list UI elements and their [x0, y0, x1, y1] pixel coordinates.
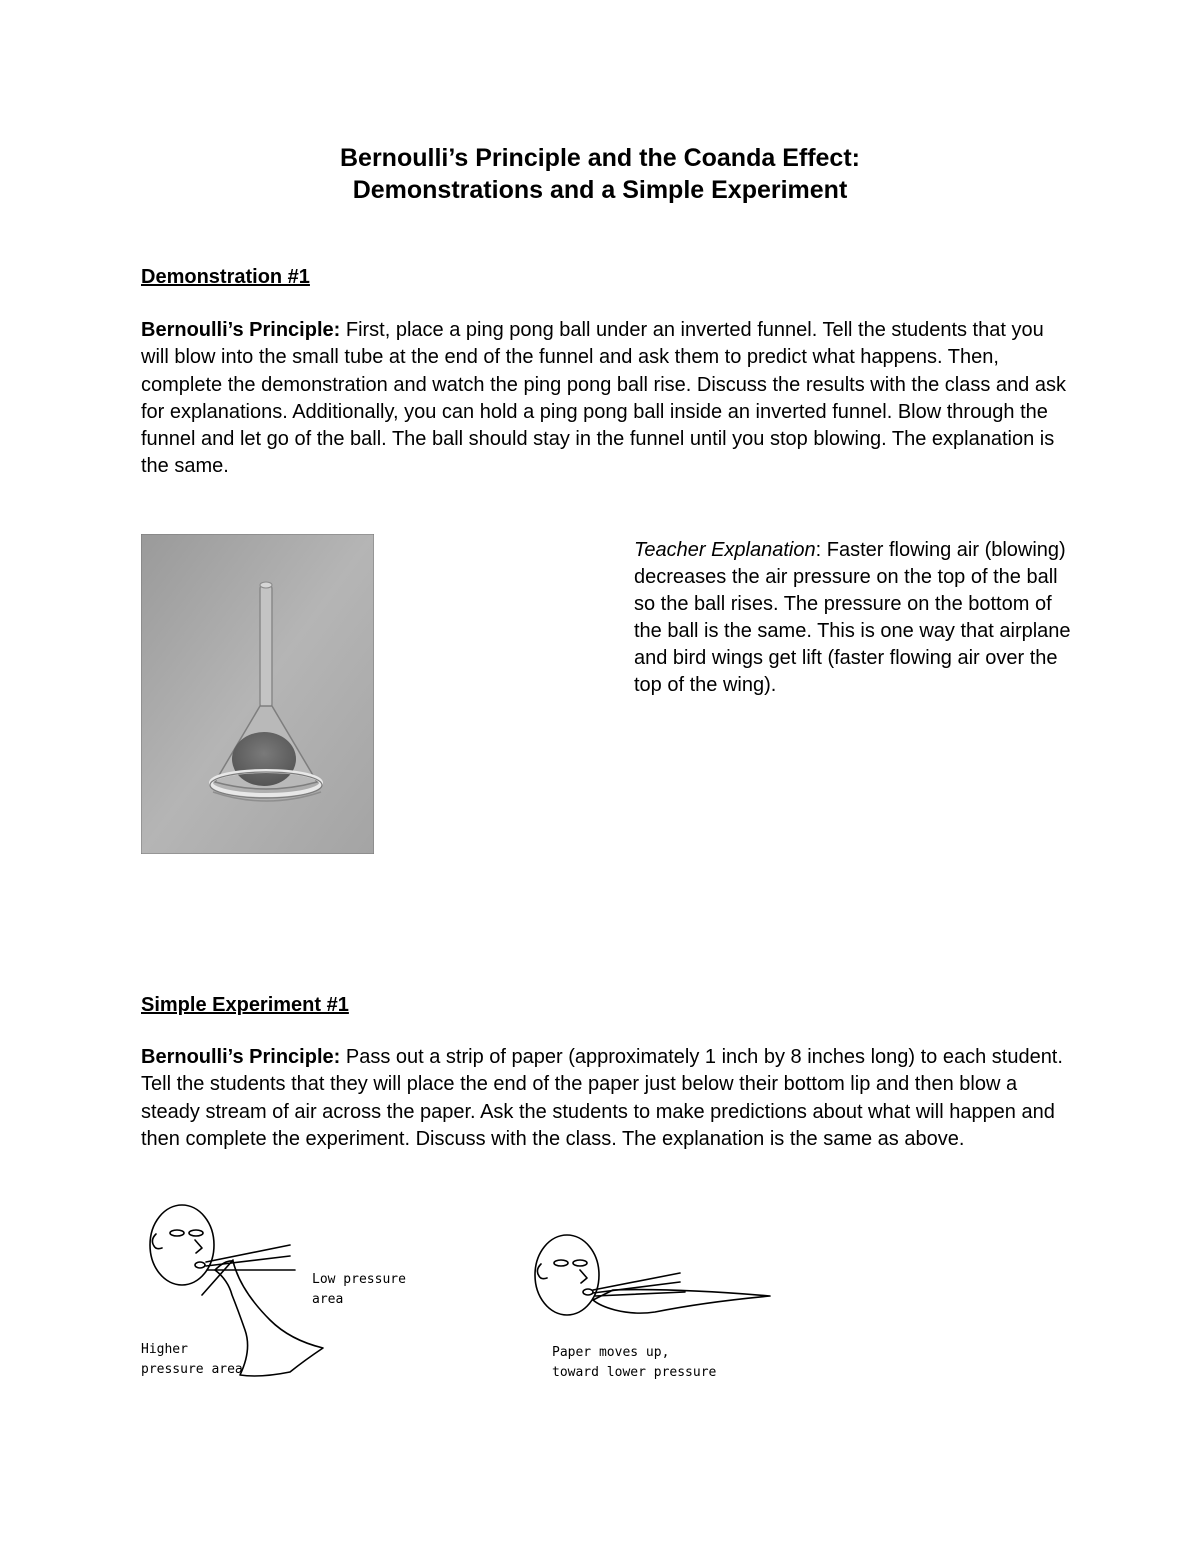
exp1-heading: Simple Experiment #1 [141, 994, 349, 1016]
label-paper-moves [552, 1343, 716, 1383]
exp1-text: Pass out a strip of paper (approximately 1 inch by 8 inches long) to each student. Tell the students that they will place the end of the paper just below their bottom lip and then blow a steady stream of air across the paper. Ask the students to make predictions about what will happen and then complete the experiment. Discuss with the class. The explanation is the same as above. [141, 1046, 1063, 1150]
demo1-text: First, place a ping pong ball under an inverted funnel. Tell the students that you will blow into the small tube at the end of the funnel and ask them to predict what happens. Then, complete the demonstration and watch the ping pong ball rise. Discuss the results with the class and ask for explanations. Additionally, you can hold a ping pong ball inside an inverted funnel. Blow through the funnel and let go of the ball. The ball should stay in the funnel until you stop blowing. The explanation is the same. [141, 319, 1066, 478]
teacher-explanation [634, 537, 1074, 699]
exp1-paragraph [141, 1044, 1071, 1153]
label-paper-line-1: Paper moves up, [552, 1345, 670, 1360]
title-line-2: Demonstrations and a Simple Experiment [352, 176, 848, 204]
funnel-ball-photo [141, 534, 374, 854]
label-paper-line-2: toward lower pressure [552, 1365, 717, 1380]
title-line-1: Bernoulli’s Principle and the Coanda Effect: [340, 144, 860, 172]
exp1-label: Bernoulli’s Principle: [141, 1046, 341, 1068]
face-outline [150, 1205, 214, 1285]
sketch-paper-rising [525, 1230, 780, 1330]
demo1-paragraph [141, 317, 1071, 481]
teacher-text: : Faster flowing air (blowing) decreases the air pressure on the top of the ball so the ball rises. The pressure on the bottom of the ball is the same. This is one way that airplane and bird wings get lift (faster flowing air over the top of the wing). [634, 539, 1071, 696]
label-high-line-1: Higher [141, 1342, 188, 1357]
label-low-line-1: Low pressure [312, 1272, 406, 1287]
face-outline [535, 1235, 599, 1315]
demo1-heading: Demonstration #1 [141, 266, 310, 288]
label-low-line-2: area [312, 1292, 344, 1307]
label-high-line-2: pressure area [141, 1362, 243, 1377]
label-higher-pressure [141, 1340, 243, 1380]
demo1-label: Bernoulli’s Principle: [141, 319, 341, 341]
label-low-pressure [312, 1270, 406, 1310]
page-title [0, 142, 1200, 206]
teacher-label: Teacher Explanation [634, 539, 816, 561]
